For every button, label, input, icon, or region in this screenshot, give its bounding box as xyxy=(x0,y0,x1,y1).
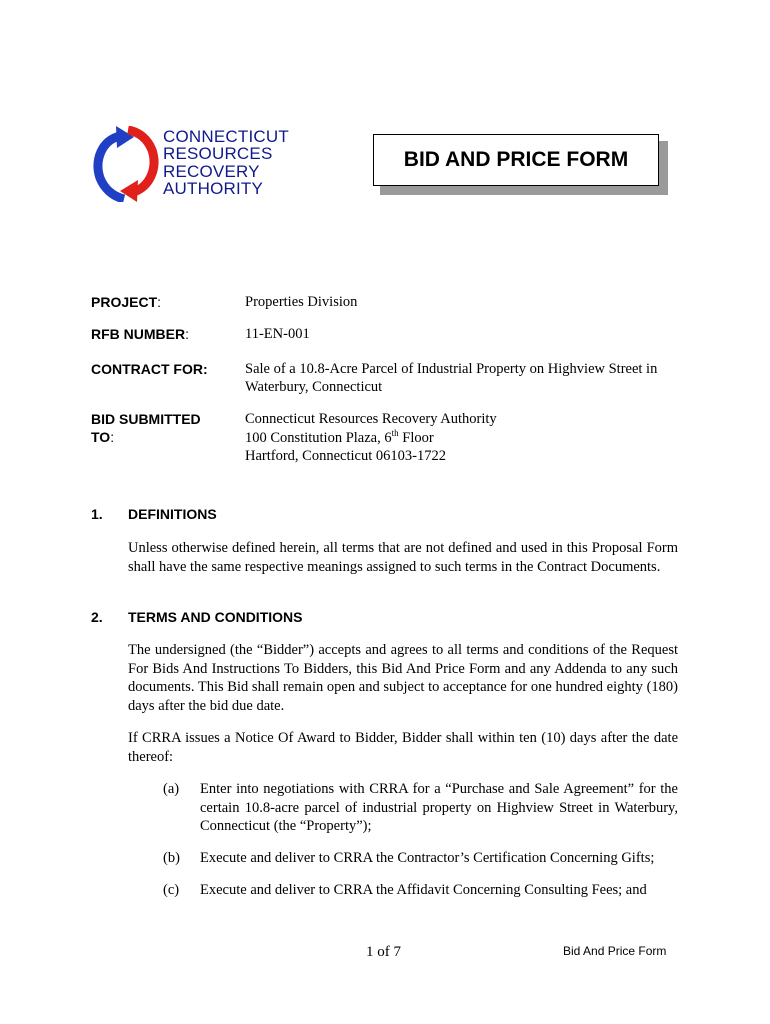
logo-wordmark xyxy=(163,128,289,197)
section-paragraph: Unless otherwise defined herein, all terms that are not defined and used in this Proposal Form shall have the same respective meanings assigned to such terms in the Contract Documents. xyxy=(128,540,678,575)
title-box xyxy=(373,134,659,186)
rfb-number-value: 11-EN-001 xyxy=(245,326,310,342)
colon: : xyxy=(157,294,162,310)
address-floor: Floor xyxy=(398,430,434,446)
list-item-text: Execute and deliver to CRRA the Affidavit Concerning Consulting Fees; and xyxy=(200,882,647,898)
list-item-label: (a) xyxy=(163,781,180,797)
crra-logo xyxy=(90,126,322,202)
contract-for-label xyxy=(91,360,208,378)
section-heading: DEFINITIONS xyxy=(128,506,217,522)
section-paragraph: The undersigned (the “Bidder”) accepts and agrees to all terms and conditions of the Request For Bids And Instructions To Bidders, this Bid And Price Form and any Addenda to any such documents. This Bid shall remain open and subject to acceptance for one hundred eighty (180) days after the bid due date. xyxy=(128,642,678,714)
logo-line: RECOVERY xyxy=(163,161,260,181)
recycle-arrows-icon xyxy=(90,126,162,202)
ordinal-suffix: th xyxy=(391,428,399,439)
section-number: 1. xyxy=(91,506,103,522)
logo-line: AUTHORITY xyxy=(163,178,264,198)
page-number: 1 of 7 xyxy=(366,944,401,960)
bid-submitted-label xyxy=(91,410,201,446)
list-item-text: Execute and deliver to CRRA the Contractor’s Certification Concerning Gifts; xyxy=(200,850,655,866)
colon: : xyxy=(110,429,115,445)
logo-line: RESOURCES xyxy=(163,144,273,164)
bid-submitted-label-line xyxy=(91,428,201,446)
bid-submitted-value-line xyxy=(245,429,434,447)
contract-for-value-line: Waterbury, Connecticut xyxy=(245,379,383,395)
bid-submitted-value-line: Connecticut Resources Recovery Authority xyxy=(245,411,497,427)
contract-for-label-text: CONTRACT FOR xyxy=(91,361,203,377)
colon: : xyxy=(185,326,189,342)
rfb-number-label-text: RFB NUMBER xyxy=(91,326,186,342)
colon: : xyxy=(203,361,208,377)
page-title: BID AND PRICE FORM xyxy=(403,148,629,171)
contract-for-value-line: Sale of a 10.8-Acre Parcel of Industrial Property on Highview Street in xyxy=(245,361,658,377)
project-label-text: PROJECT xyxy=(91,294,158,310)
section-paragraph: If CRRA issues a Notice Of Award to Bidder, Bidder shall within ten (10) days after the date thereof: xyxy=(128,730,678,765)
section-number: 2. xyxy=(91,609,103,625)
project-label xyxy=(91,293,161,311)
footer-title: Bid And Price Form xyxy=(563,944,667,958)
logo-line: CONNECTICUT xyxy=(163,127,289,146)
bid-submitted-value-line: Hartford, Connecticut 06103-1722 xyxy=(245,448,446,464)
bid-submitted-label-to: TO xyxy=(91,429,111,445)
list-item-text: Enter into negotiations with CRRA for a “Purchase and Sale Agreement” for the certain 10.8-acre parcel of industrial property on Highview Street in Waterbury, Connecticut (the “Property”); xyxy=(200,781,678,834)
bid-submitted-label-line: BID SUBMITTED xyxy=(91,411,201,427)
list-item-label: (c) xyxy=(163,882,180,898)
section-heading: TERMS AND CONDITIONS xyxy=(128,609,303,625)
rfb-number-label xyxy=(91,325,189,343)
list-item-label: (b) xyxy=(163,850,180,866)
project-value: Properties Division xyxy=(245,294,358,310)
address-street: 100 Constitution Plaza, 6 xyxy=(245,430,392,446)
